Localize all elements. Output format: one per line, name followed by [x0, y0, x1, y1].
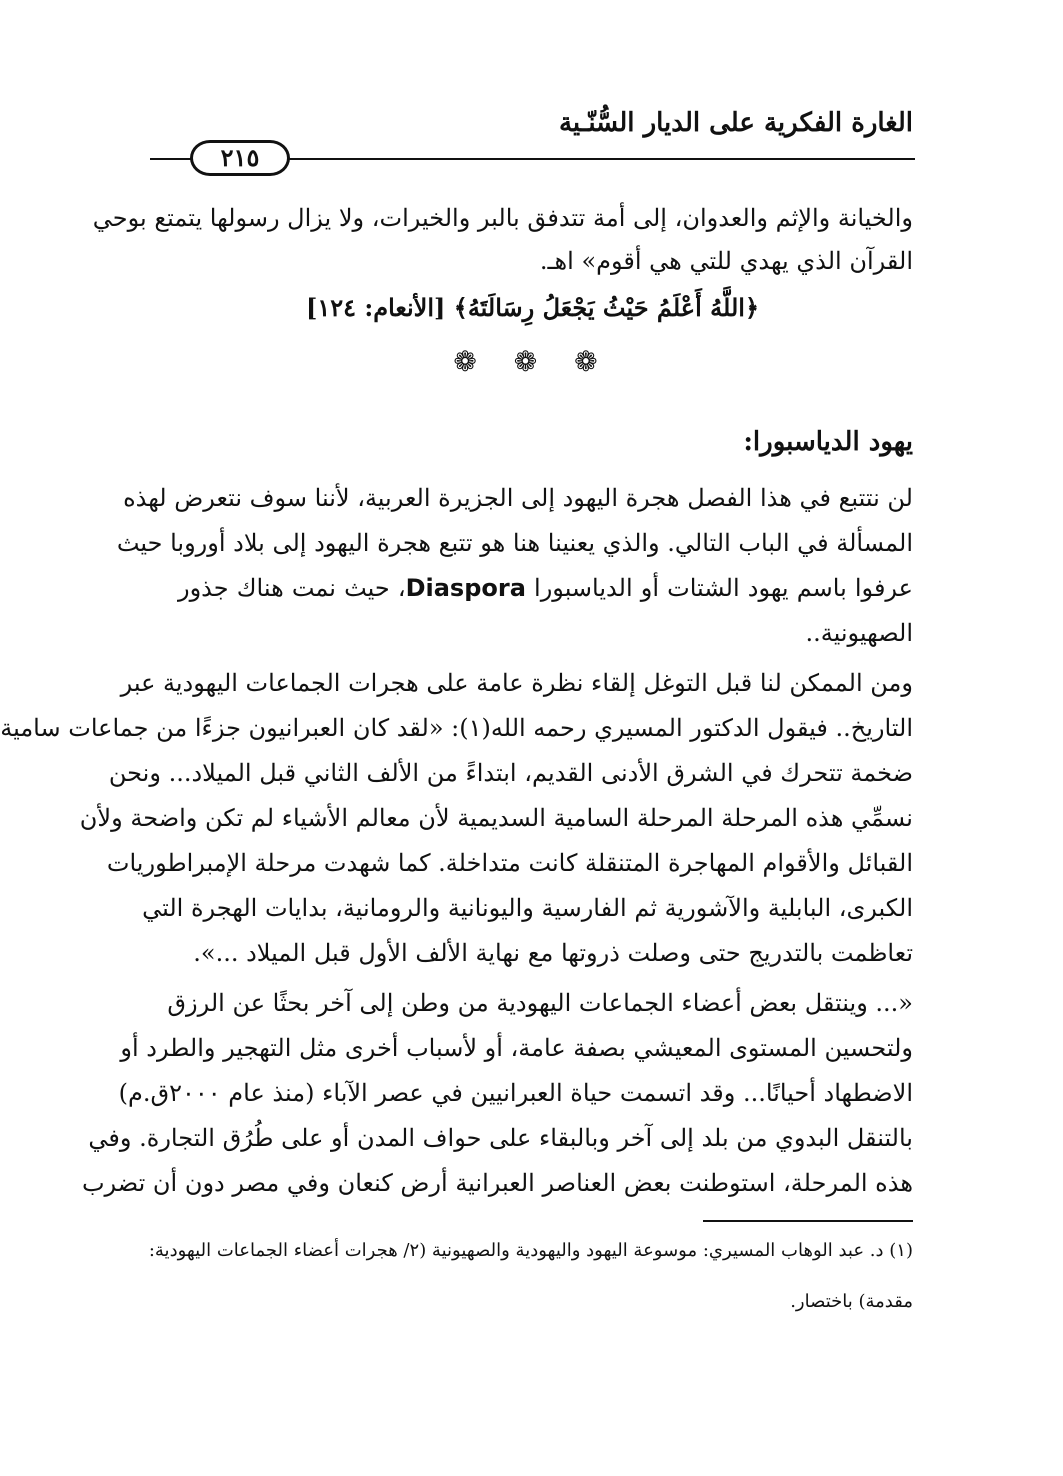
- intro-line-1: والخيانة والإثم والعدوان، إلى أمة تتدفق بالبر والخيرات، ولا يزال رسولها يتمتع بوحي: [92, 204, 913, 232]
- line-text-start: عرفوا باسم يهود الشتات أو الدياسبورا: [534, 574, 913, 602]
- footnote-line-2: مقدمة) باختصار.: [790, 1291, 913, 1312]
- paragraph-2-line-5: القبائل والأقوام المهاجرة المتنقلة كانت متداخلة. كما شهدت مرحلة الإمبراطوريات: [106, 849, 913, 877]
- footnote-rule: [703, 1220, 913, 1222]
- paragraph-3-line-1: «... وينتقل بعض أعضاء الجماعات اليهودية من وطن إلى آخر بحثًا عن الرزق: [167, 989, 913, 1017]
- page-number: ٢١٥: [190, 140, 290, 176]
- section-heading: يهود الدياسبورا:: [743, 427, 913, 457]
- latin-term: Diaspora: [405, 574, 526, 602]
- footnote-line-1: (١) د. عبد الوهاب المسيري: موسوعة اليهود واليهودية والصهيونية (٢/ هجرات أعضاء الجماعات اليهودية:: [148, 1240, 913, 1261]
- verse-text: ﴿اللَّهُ أَعْلَمُ حَيْثُ يَجْعَلُ رِسَالَتَهُ﴾: [453, 293, 759, 322]
- verse-reference: [الأنعام: ١٢٤]: [306, 293, 446, 322]
- paragraph-3-line-3: الاضطهاد أحيانًا... وقد اتسمت حياة العبرانيين في عصر الآباء (منذ عام ٢٠٠٠ق.م): [118, 1079, 913, 1107]
- paragraph-2-line-3: ضخمة تتحرك في الشرق الأدنى القديم، ابتداءً من الألف الثاني قبل الميلاد... ونحن: [108, 759, 913, 787]
- paragraph-2-line-2: التاريخ.. فيقول الدكتور المسيري رحمه الله(١): «لقد كان العبرانيون جزءًا من جماعات سامية: [0, 714, 913, 742]
- paragraph-2-line-4: نسمِّي هذه المرحلة المرحلة السامية السديمية لأن معالم الأشياء لم تكن واضحة ولأن: [79, 804, 913, 832]
- paragraph-2-line-6: الكبرى، البابلية والآشورية ثم الفارسية واليونانية والرومانية، بدايات الهجرة التي: [142, 894, 913, 922]
- intro-line-2: القرآن الذي يهدي للتي هي أقوم» اهـ.: [539, 247, 913, 275]
- paragraph-1-line-3: [178, 570, 913, 606]
- paragraph-2-line-1: ومن الممكن لنا قبل التوغل إلقاء نظرة عامة على هجرات الجماعات اليهودية عبر: [120, 669, 913, 697]
- paragraph-3-line-2: ولتحسين المستوى المعيشي بصفة عامة، أو لأسباب أخرى مثل التهجير والطرد أو: [120, 1034, 913, 1062]
- paragraph-1-line-4: الصهيونية..: [805, 619, 913, 647]
- paragraph-1-line-1: لن نتتبع في هذا الفصل هجرة اليهود إلى الجزيرة العربية، لأننا سوف نتعرض لهذه: [123, 484, 913, 512]
- quran-verse: [150, 290, 915, 326]
- paragraph-3-line-4: بالتنقل البدوي من بلد إلى آخر وبالبقاء على حواف المدن أو على طُرُق التجارة. وفي: [88, 1124, 913, 1152]
- line-text-end: ، حيث نمت هناك جذور: [178, 574, 406, 602]
- section-separator: ❁ ❁ ❁: [453, 345, 612, 378]
- paragraph-2-line-7: تعاظمت بالتدريج حتى وصلت ذروتها مع نهاية الألف الأول قبل الميلاد ...».: [193, 939, 913, 967]
- paragraph-3-line-5: هذه المرحلة، استوطنت بعض العناصر العبرانية أرض كنعان وفي مصر دون أن تضرب: [81, 1169, 913, 1197]
- running-title: الغارة الفكرية على الديار السُّنّـية: [558, 108, 913, 138]
- paragraph-1-line-2: المسألة في الباب التالي. والذي يعنينا هنا هو تتبع هجرة اليهود إلى بلاد أوروبا حيث: [116, 529, 913, 557]
